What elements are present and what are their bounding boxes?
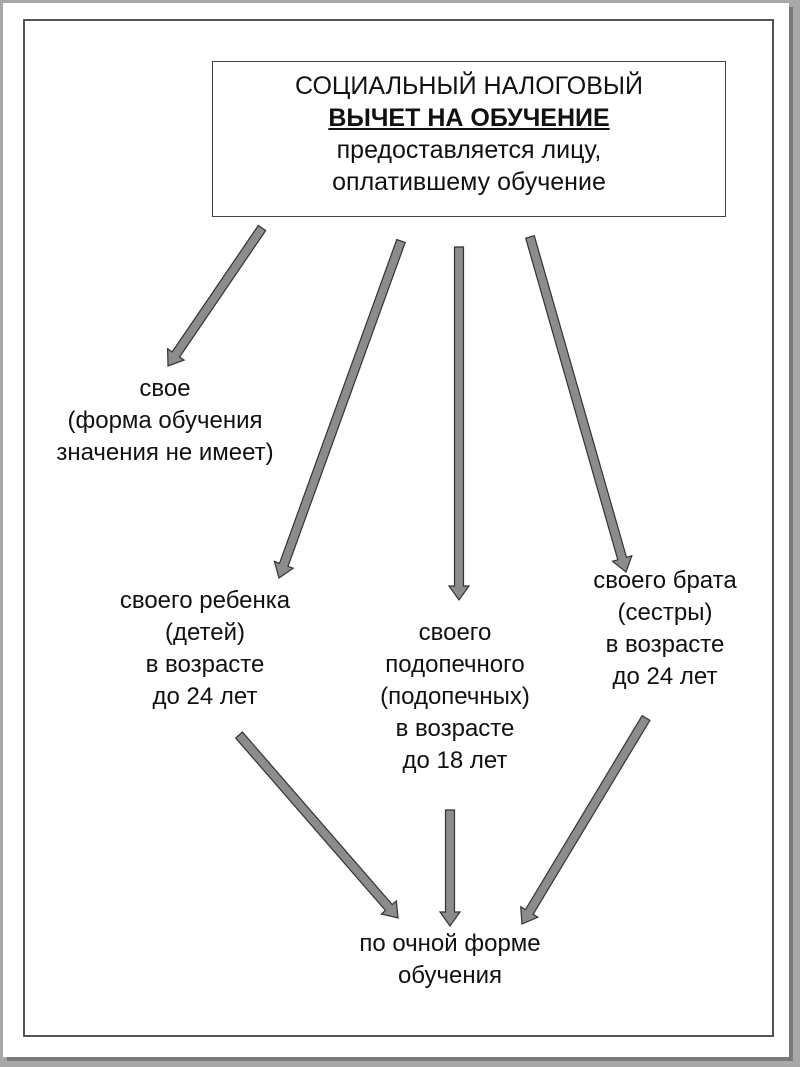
- title-line-1: СОЦИАЛЬНЫЙ НАЛОГОВЫЙ: [294, 72, 644, 100]
- node-ward-line-5: до 18 лет: [402, 747, 508, 774]
- arrow-ward-to-fulltime: [440, 810, 460, 926]
- node-sibling-line-2: (сестры): [617, 599, 713, 626]
- arrow-title-to-sibling: [526, 236, 632, 572]
- node-sibling-line-1: своего брата: [593, 567, 737, 594]
- arrow-title-to-own-shape: [168, 226, 266, 367]
- node-fulltime-line-2: обучения: [397, 962, 503, 989]
- node-sibling: [560, 565, 770, 693]
- node-child-line-4: до 24 лет: [152, 683, 258, 710]
- node-ward-line-2: подопечного: [385, 651, 525, 678]
- title-line-3: предоставляется лицу,: [336, 136, 602, 164]
- arrow-title-to-ward-shape: [449, 247, 469, 600]
- node-sibling-line-3: в возрасте: [605, 631, 725, 658]
- node-child-line-1: своего ребенка: [119, 587, 291, 614]
- node-ward-line-4: в возрасте: [395, 715, 515, 742]
- node-own-line-2: (форма обучения: [67, 407, 263, 434]
- node-fulltime-line-1: по очной форме: [359, 930, 541, 957]
- arrow-ward-to-fulltime-shape: [440, 810, 460, 926]
- title-line-2-emphasis: ВЫЧЕТ НА ОБУЧЕНИЕ: [328, 104, 610, 132]
- node-ward-line-1: своего: [418, 619, 492, 646]
- node-own-line-3: значения не имеет): [56, 439, 274, 466]
- node-child-line-3: в возрасте: [145, 651, 265, 678]
- title-line-4: оплатившему обучение: [332, 168, 606, 196]
- node-ward: [350, 617, 560, 777]
- arrow-title-to-ward: [449, 247, 469, 600]
- node-ward-line-3: (подопечных): [380, 683, 530, 710]
- node-child: [85, 585, 325, 713]
- node-own-line-1: свое: [139, 375, 191, 402]
- node-own: [30, 373, 300, 469]
- arrow-title-to-own: [168, 226, 266, 367]
- node-sibling-line-4: до 24 лет: [612, 663, 718, 690]
- node-child-line-2: (детей): [164, 619, 245, 646]
- arrow-title-to-sibling-shape: [526, 236, 632, 572]
- node-fulltime: [315, 928, 585, 992]
